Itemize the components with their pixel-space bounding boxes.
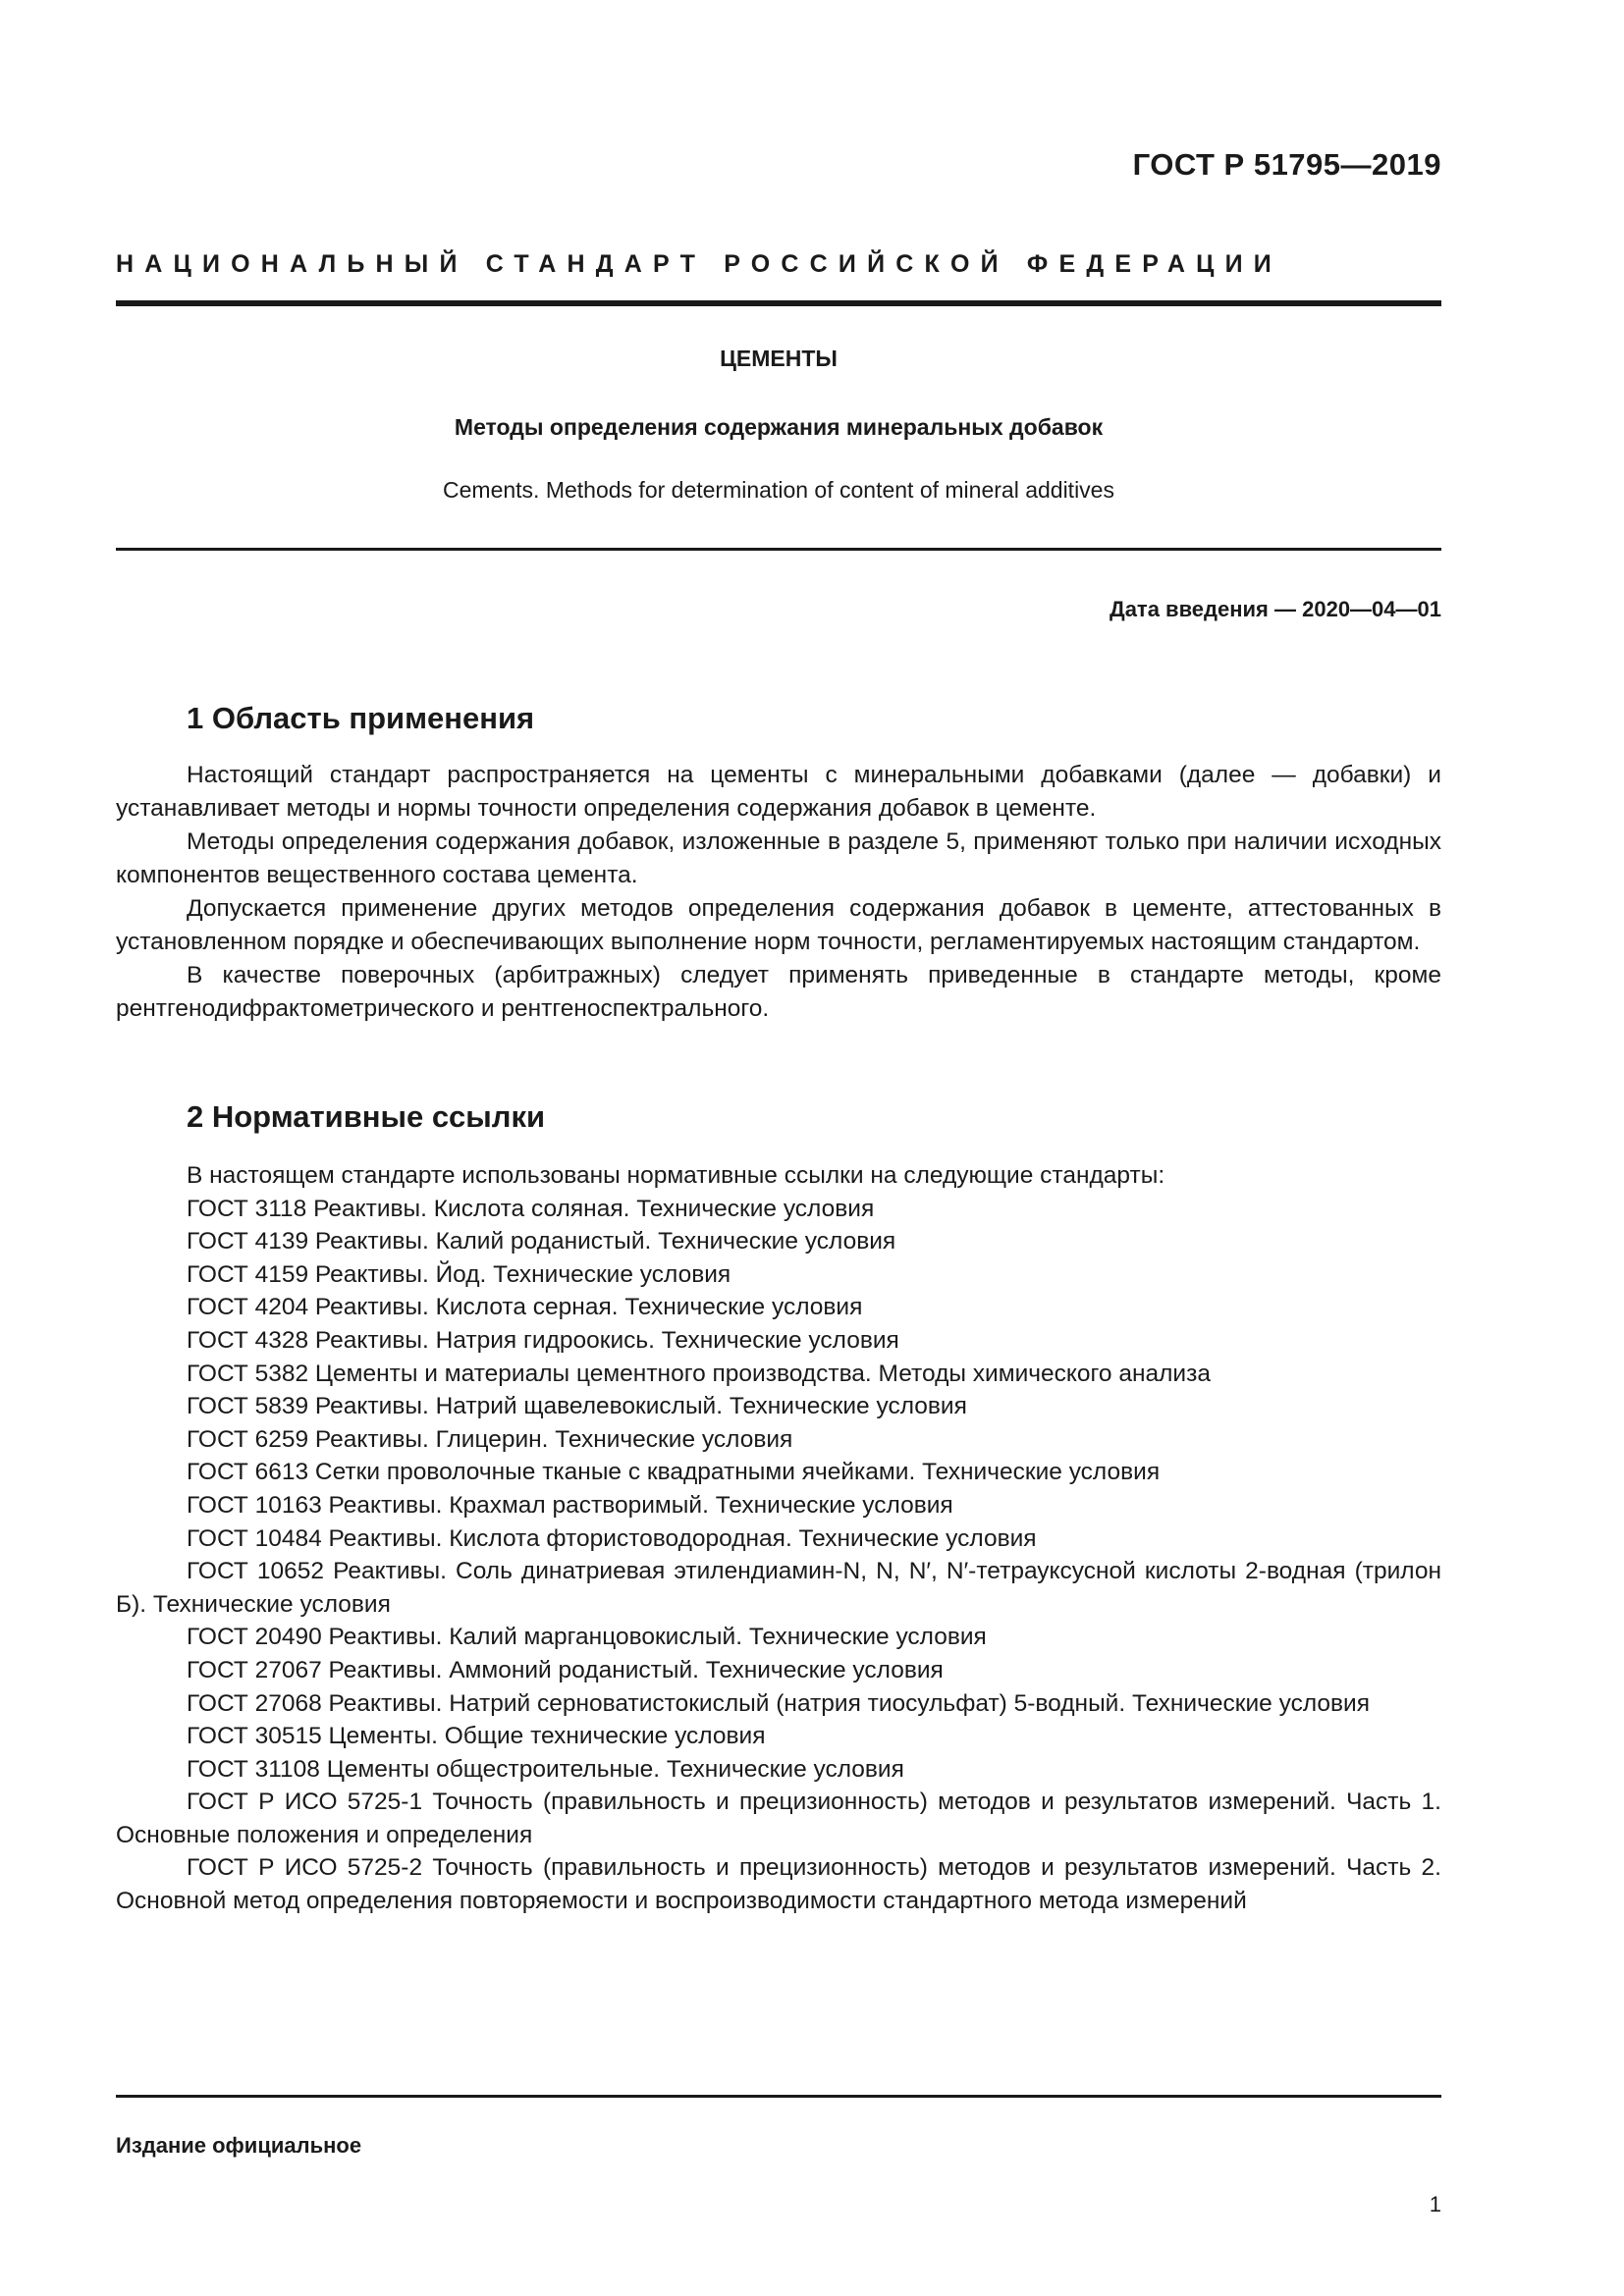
reference-item: ГОСТ 6259 Реактивы. Глицерин. Технические условия xyxy=(187,1425,793,1453)
document-title: ЦЕМЕНТЫ xyxy=(720,346,838,371)
section-1-paragraph: В качестве поверочных (арбитражных) следует применять приведенные в стандарте методы, кроме рентгенодифрактометрического и рентгеноспектрального. xyxy=(116,962,1441,1022)
normative-references xyxy=(116,1159,1441,1918)
reference-item: ГОСТ 30515 Цементы. Общие технические условия xyxy=(187,1723,766,1750)
section-1-paragraph: Допускается применение других методов определения содержания добавок в цементе, аттестованных в установленном порядке и обеспечивающих выполнение норм точности, регламентируемых настоящим стандартом. xyxy=(116,895,1441,955)
section-2-heading: 2 Нормативные ссылки xyxy=(187,1099,546,1134)
reference-item: ГОСТ 4159 Реактивы. Йод. Технические условия xyxy=(187,1260,731,1288)
document-subtitle: Методы определения содержания минеральных добавок xyxy=(454,414,1104,440)
reference-item: ГОСТ 10163 Реактивы. Крахмал растворимый. Технические условия xyxy=(187,1491,953,1519)
reference-item: ГОСТ 3118 Реактивы. Кислота соляная. Технические условия xyxy=(187,1195,875,1222)
section-1-paragraph: Настоящий стандарт распространяется на цементы с минеральными добавками (далее — добавки) и устанавливает методы и нормы точности определения содержания добавок в цементе. xyxy=(116,762,1441,822)
title-rule xyxy=(116,548,1441,551)
official-edition-label: Издание официальное xyxy=(116,2133,362,2158)
reference-item: ГОСТ 10652 Реактивы. Соль динатриевая этилендиамин-N, N, N′, N′-тетрауксусной кислоты 2-водная (трилон Б). Технические условия xyxy=(116,1558,1441,1618)
section-1-body xyxy=(116,759,1441,1026)
reference-item: ГОСТ 6613 Сетки проволочные тканые с квадратными ячейками. Технические условия xyxy=(187,1459,1161,1486)
references-intro: В настоящем стандарте использованы нормативные ссылки на следующие стандарты: xyxy=(187,1162,1165,1189)
reference-item: ГОСТ 5382 Цементы и материалы цементного производства. Методы химического анализа xyxy=(187,1360,1211,1387)
reference-item: ГОСТ 20490 Реактивы. Калий марганцовокислый. Технические условия xyxy=(187,1624,987,1651)
reference-item: ГОСТ 4328 Реактивы. Натрия гидроокись. Технические условия xyxy=(187,1326,899,1354)
introduction-date: Дата введения — 2020—04—01 xyxy=(1110,597,1441,621)
reference-item: ГОСТ 31108 Цементы общестроительные. Технические условия xyxy=(187,1755,904,1783)
reference-item: ГОСТ 27068 Реактивы. Натрий серноватистокислый (натрия тиосульфат) 5-водный. Технические условия xyxy=(187,1689,1370,1717)
footer-rule xyxy=(116,2095,1441,2098)
english-title: Cements. Methods for determination of content of mineral additives xyxy=(443,477,1114,503)
reference-item: ГОСТ 4139 Реактивы. Калий роданистый. Технические условия xyxy=(187,1228,896,1255)
reference-item: ГОСТ 4204 Реактивы. Кислота серная. Технические условия xyxy=(187,1294,863,1321)
header-rule xyxy=(116,300,1441,306)
section-1-paragraph: Методы определения содержания добавок, изложенные в разделе 5, применяют только при наличии исходных компонентов вещественного состава цемента. xyxy=(116,828,1441,888)
national-standard-heading: НАЦИОНАЛЬНЫЙ СТАНДАРТ РОССИЙСКОЙ ФЕДЕРАЦИИ xyxy=(116,250,1282,278)
reference-item: ГОСТ Р ИСО 5725-2 Точность (правильность и прецизионность) методов и результатов измерений. Часть 2. Основной метод определения повторяемости и воспроизводимости стандартного метода измерений xyxy=(116,1854,1441,1915)
document-number: ГОСТ Р 51795—2019 xyxy=(1132,147,1441,182)
reference-item: ГОСТ Р ИСО 5725-1 Точность (правильность и прецизионность) методов и результатов измерений. Часть 1. Основные положения и определения xyxy=(116,1789,1441,1848)
reference-item: ГОСТ 5839 Реактивы. Натрий щавелевокислый. Технические условия xyxy=(187,1393,967,1420)
reference-item: ГОСТ 27067 Реактивы. Аммоний роданистый. Технические условия xyxy=(187,1656,944,1683)
page-number: 1 xyxy=(1429,2192,1441,2216)
reference-item: ГОСТ 10484 Реактивы. Кислота фтористоводородная. Технические условия xyxy=(187,1524,1037,1552)
section-1-heading: 1 Область применения xyxy=(187,701,535,735)
